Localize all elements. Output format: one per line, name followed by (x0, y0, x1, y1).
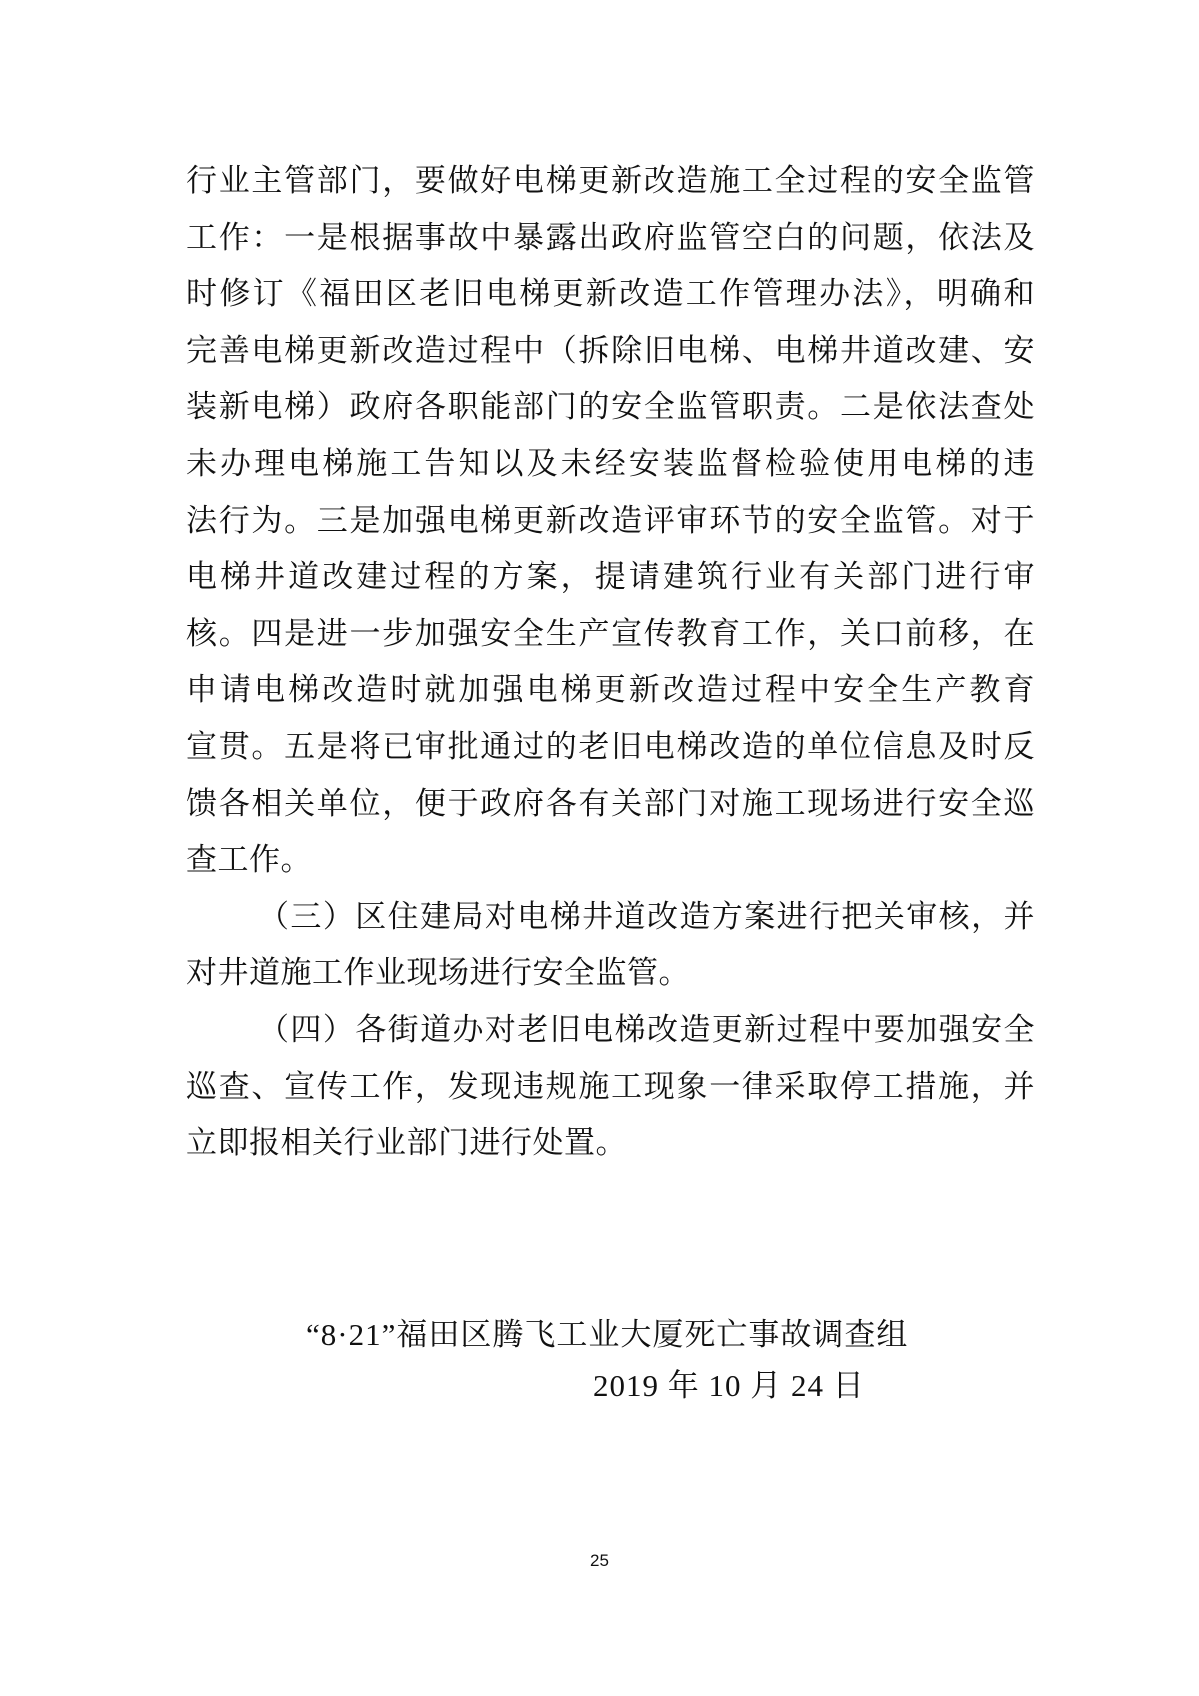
body-line-15: 对井道施工作业现场进行安全监管。 (186, 955, 690, 991)
signature-organization: “8·21”福田区腾飞工业大厦死亡事故调查组 (306, 1317, 909, 1352)
body-line-16: （四）各街道办对老旧电梯改造更新过程中要加强安全 (258, 1011, 1035, 1047)
page-number: 25 (590, 1551, 609, 1570)
body-line-7: 法行为。三是加强电梯更新改造评审环节的安全监管。对于 (186, 502, 1035, 538)
body-line-2: 工作：一是根据事故中暴露出政府监管空白的问题，依法及 (186, 219, 1035, 255)
body-line-5: 装新电梯）政府各职能部门的安全监管职责。二是依法查处 (186, 389, 1035, 425)
body-line-13: 查工作。 (186, 842, 312, 878)
body-line-11: 宣贯。五是将已审批通过的老旧电梯改造的单位信息及时反 (186, 728, 1035, 764)
body-line-3: 时修订《福田区老旧电梯更新改造工作管理办法》，明确和 (186, 276, 1035, 312)
body-line-9: 核。四是进一步加强安全生产宣传教育工作，关口前移，在 (186, 615, 1035, 651)
body-line-18: 立即报相关行业部门进行处置。 (186, 1125, 627, 1161)
body-line-1: 行业主管部门，要做好电梯更新改造施工全过程的安全监管 (186, 163, 1035, 198)
body-line-10: 申请电梯改造时就加强电梯更新改造过程中安全生产教育 (186, 672, 1035, 708)
body-line-17: 巡查、宣传工作，发现违规施工现象一律采取停工措施，并 (186, 1068, 1035, 1104)
document-body (186, 153, 1035, 1172)
body-line-14: （三）区住建局对电梯井道改造方案进行把关审核，并 (258, 898, 1035, 934)
signature-date: 2019 年 10 月 24 日 (593, 1368, 865, 1403)
body-line-4: 完善电梯更新改造过程中（拆除旧电梯、电梯井道改建、安 (186, 332, 1035, 368)
body-line-12: 馈各相关单位，便于政府各有关部门对施工现场进行安全巡 (186, 785, 1035, 821)
body-line-8: 电梯井道改建过程的方案，提请建筑行业有关部门进行审 (186, 559, 1035, 595)
body-line-6: 未办理电梯施工告知以及未经安装监督检验使用电梯的违 (186, 445, 1035, 481)
